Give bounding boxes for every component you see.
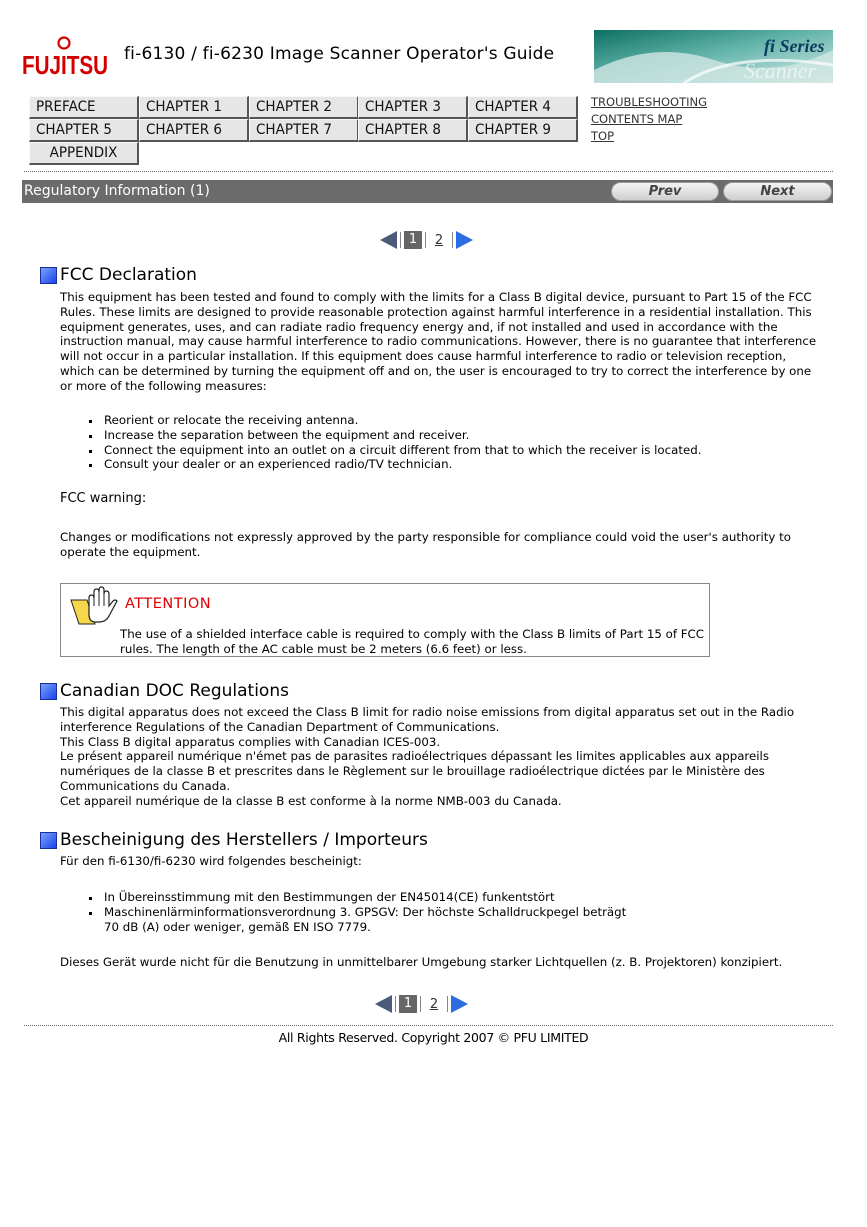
current-page-indicator: 1 xyxy=(399,995,417,1013)
fujitsu-logo xyxy=(22,36,110,80)
prev-button[interactable]: Prev xyxy=(611,182,719,201)
fcc-measures-list xyxy=(89,413,701,472)
list-item: Increase the separation between the equipment and receiver. xyxy=(89,428,701,443)
nav-chapter-6-button[interactable] xyxy=(139,119,249,142)
heading-text: Bescheinigung des Herstellers / Importeurs xyxy=(60,830,428,850)
fcc-warning-heading: FCC warning: xyxy=(60,491,147,506)
nav-button-label: CHAPTER 6 xyxy=(146,121,222,139)
nav-button-label: CHAPTER 8 xyxy=(365,121,441,139)
fcc-declaration-body: This equipment has been tested and found to comply with the limits for a Class B digital device, pursuant to Part 15 of the FCC Rules. These limits are designed to provide reasonable protection against harmful interference in a residential installation. This equipment generates, uses, and can radiate radio frequency energy and, if not installed and used in accordance with the instruction manual, may cause harmful interference to radio communications. However, there is no guarantee that interference will not occur in a particular installation. If this equipment does cause harmful interference to radio or television reception, which can be determined by turning the equipment off and on, the user is encouraged to try to correct the interference by one or more of the following measures: xyxy=(60,290,817,393)
paragraph: This Class B digital apparatus complies with Canadian ICES-003. xyxy=(60,734,441,749)
pager-separator xyxy=(400,232,401,248)
contents-map-link[interactable]: CONTENTS MAP xyxy=(591,112,683,126)
paragraph: Cet appareil numérique de la classe B est conforme à la norme NMB-003 du Canada. xyxy=(60,793,562,808)
nav-button-label: CHAPTER 2 xyxy=(256,98,332,116)
paragraph: Le présent appareil numérique n'émet pas de parasites radioélectriques dépassant les limites applicables aux appareils numériques de la classe B et prescrites dans le Règlement sur le brouillage radioélectrique dictées par le Ministère des Communications du Canada. xyxy=(60,749,769,793)
section-bullet-icon xyxy=(40,832,57,849)
next-page-arrow-icon[interactable] xyxy=(456,231,473,249)
canadian-doc-heading xyxy=(40,681,289,701)
attention-label: ATTENTION xyxy=(125,596,212,612)
previous-page-arrow-icon[interactable] xyxy=(380,231,397,249)
nav-preface-button[interactable] xyxy=(29,96,139,119)
copyright-notice: All Rights Reserved. Copyright 2007 © PFU LIMITED xyxy=(278,1030,589,1045)
fcc-warning-body: Changes or modifications not expressly approved by the party responsible for compliance could void the user's authority to operate the equipment. xyxy=(60,530,792,559)
hand-warning-icon xyxy=(69,586,119,626)
section-bullet-icon xyxy=(40,267,57,284)
troubleshooting-link[interactable]: TROUBLESHOOTING xyxy=(591,95,708,109)
page-2-link[interactable]: 2 xyxy=(429,996,439,1012)
section-title-bar xyxy=(22,180,833,203)
nav-button-label: CHAPTER 4 xyxy=(475,98,551,116)
list-item-line: Maschinenlärminformationsverordnung 3. GPSGV: Der höchste Schalldruckpegel beträgt xyxy=(104,904,627,919)
svg-text:fi Series: fi Series xyxy=(764,36,825,56)
bescheinigung-closing: Dieses Gerät wurde nicht für die Benutzung in unmittelbarer Umgebung starker Lichtquellen (z. B. Projektoren) konzipiert. xyxy=(60,955,783,969)
list-item: Consult your dealer or an experienced radio/TV technician. xyxy=(89,457,701,472)
list-item: Reorient or relocate the receiving antenna. xyxy=(89,413,701,428)
nav-button-label: PREFACE xyxy=(36,98,96,116)
nav-button-label: CHAPTER 5 xyxy=(36,121,112,139)
nav-chapter-1-button[interactable] xyxy=(139,96,249,119)
pager-bottom xyxy=(375,993,468,1015)
list-item xyxy=(89,905,626,935)
nav-chapter-4-button[interactable] xyxy=(468,96,578,119)
divider xyxy=(24,1025,833,1026)
nav-button-label: CHAPTER 9 xyxy=(475,121,551,139)
next-button[interactable]: Next xyxy=(723,182,832,201)
heading-text: FCC Declaration xyxy=(60,265,197,285)
nav-button-label: CHAPTER 1 xyxy=(146,98,222,116)
paragraph: This digital apparatus does not exceed the Class B limit for radio noise emissions from digital apparatus set out in the Radio interference Regulations of the Canadian Department of Communications. xyxy=(60,705,795,734)
nav-appendix-button[interactable] xyxy=(29,142,139,165)
bescheinigung-list xyxy=(89,890,626,934)
pager-separator xyxy=(452,232,453,248)
nav-button-label: CHAPTER 3 xyxy=(365,98,441,116)
page-title: Regulatory Information (1) xyxy=(24,183,210,199)
pager-separator xyxy=(395,996,396,1012)
attention-box xyxy=(60,583,710,657)
nav-chapter-5-button[interactable] xyxy=(29,119,139,142)
nav-button-label: APPENDIX xyxy=(49,144,118,162)
canadian-doc-body xyxy=(60,705,822,809)
pager-separator xyxy=(420,996,421,1012)
page-2-link[interactable]: 2 xyxy=(434,232,444,248)
fi-series-banner xyxy=(594,30,833,83)
fcc-declaration-heading xyxy=(40,265,197,285)
list-item: In Übereinsstimmung mit den Bestimmungen der EN45014(CE) funkentstört xyxy=(89,890,626,905)
list-item: Connect the equipment into an outlet on a circuit different from that to which the receiver is located. xyxy=(89,443,701,458)
pager-separator xyxy=(425,232,426,248)
svg-text:Scanner: Scanner xyxy=(744,58,817,83)
divider xyxy=(24,171,833,172)
pager-separator xyxy=(447,996,448,1012)
top-link[interactable]: TOP xyxy=(591,129,615,143)
nav-chapter-8-button[interactable] xyxy=(358,119,468,142)
current-page-indicator: 1 xyxy=(404,231,422,249)
section-bullet-icon xyxy=(40,683,57,700)
nav-chapter-3-button[interactable] xyxy=(358,96,468,119)
document-title: fi-6130 / fi-6230 Image Scanner Operator's Guide xyxy=(124,44,555,64)
svg-text:FUJITSU: FUJITSU xyxy=(22,50,108,80)
nav-chapter-2-button[interactable] xyxy=(249,96,359,119)
pager-top xyxy=(380,229,473,251)
previous-page-arrow-icon[interactable] xyxy=(375,995,392,1013)
nav-chapter-7-button[interactable] xyxy=(249,119,359,142)
bescheinigung-heading xyxy=(40,830,428,850)
bescheinigung-intro: Für den fi-6130/fi-6230 wird folgendes bescheinigt: xyxy=(60,854,362,868)
list-item-line: 70 dB (A) oder weniger, gemäß EN ISO 7779. xyxy=(104,919,371,934)
nav-button-label: CHAPTER 7 xyxy=(256,121,332,139)
nav-chapter-9-button[interactable] xyxy=(468,119,578,142)
heading-text: Canadian DOC Regulations xyxy=(60,681,289,701)
next-page-arrow-icon[interactable] xyxy=(451,995,468,1013)
attention-text: The use of a shielded interface cable is required to comply with the Class B limits of Part 15 of FCC rules. The length of the AC cable must be 2 meters (6.6 feet) or less. xyxy=(120,627,704,656)
